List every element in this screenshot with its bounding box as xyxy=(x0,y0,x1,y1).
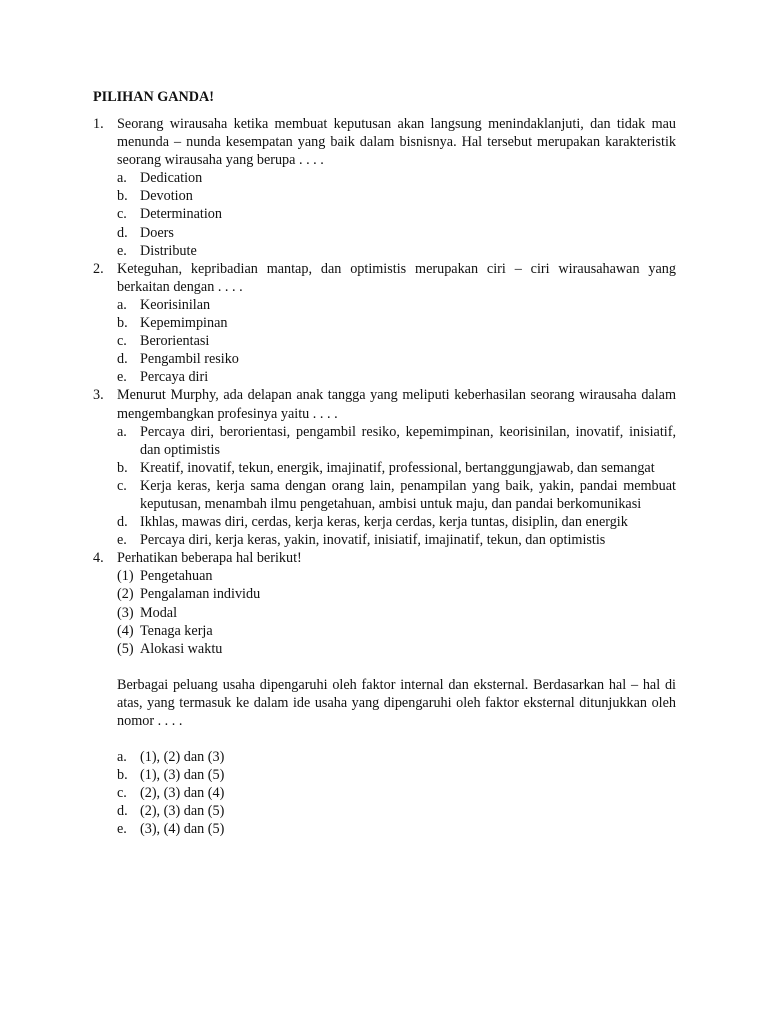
option-text: Determination xyxy=(140,206,222,223)
option-b xyxy=(117,314,676,332)
option-text: (1), (3) dan (5) xyxy=(140,767,225,784)
statement-number: (1) xyxy=(117,568,134,585)
question-number: 1. xyxy=(93,116,104,132)
option-e xyxy=(117,368,676,386)
option-letter: c. xyxy=(117,785,127,802)
option-text: Kerja keras, kerja sama dengan orang lain, penampilan yang baik, yakin, pandai membuat keputusan, menambah ilmu pengetahuan, ambisi untuk maju, dan pandai berkomunikasi xyxy=(140,477,676,512)
option-a xyxy=(117,296,676,314)
question-2 xyxy=(93,260,676,387)
question-paragraph: Berbagai peluang usaha dipengaruhi oleh faktor internal dan eksternal. Berdasarkan hal – hal di atas, yang termasuk ke dalam ide usaha yang dipengaruhi oleh faktor eksternal ditunjukkan oleh nomor . . . . xyxy=(117,676,676,729)
option-letter: a. xyxy=(117,749,127,766)
statement-number: (4) xyxy=(117,622,134,639)
option-d xyxy=(117,350,676,368)
statement-text: Modal xyxy=(140,604,178,621)
option-c xyxy=(117,332,676,350)
option-list xyxy=(117,169,676,259)
option-letter: c. xyxy=(117,333,127,350)
option-text: Kreatif, inovatif, tekun, energik, imajinatif, professional, bertanggungjawab, dan semangat xyxy=(140,459,655,476)
option-a xyxy=(117,169,676,187)
option-letter: d. xyxy=(117,224,128,241)
statement-5 xyxy=(117,640,676,658)
option-b xyxy=(117,459,676,477)
option-text: Doers xyxy=(140,224,174,241)
question-text: Menurut Murphy, ada delapan anak tangga yang meliputi keberhasilan seorang wirausaha dalam mengembangkan profesinya yaitu . . . . xyxy=(117,387,676,422)
option-text: Dedication xyxy=(140,170,203,187)
option-text: Kepemimpinan xyxy=(140,315,228,332)
option-text: Percaya diri, berorientasi, pengambil resiko, kepemimpinan, keorisinilan, inovatif, inisiatif, dan optimistis xyxy=(140,423,676,458)
question-text: Seorang wirausaha ketika membuat keputusan akan langsung menindaklanjuti, dan tidak mau menunda – nunda kesempatan yang baik dalam bisnisnya. Hal tersebut merupakan karakteristik seorang wirausaha yang berupa . . . . xyxy=(117,116,676,169)
statement-number: (3) xyxy=(117,604,134,621)
option-c xyxy=(117,477,676,513)
option-text: Percaya diri, kerja keras, yakin, inovatif, inisiatif, imajinatif, tekun, dan optimistis xyxy=(140,532,606,549)
option-letter: a. xyxy=(117,296,127,313)
statement-1 xyxy=(117,567,676,585)
option-letter: c. xyxy=(117,477,127,494)
option-letter: a. xyxy=(117,170,127,187)
option-a xyxy=(117,748,676,766)
statement-text: Tenaga kerja xyxy=(140,622,213,639)
question-text: Keteguhan, kepribadian mantap, dan optimistis merupakan ciri – ciri wirausahawan yang berkaitan dengan . . . . xyxy=(117,260,676,295)
question-list xyxy=(93,115,676,839)
option-text: (2), (3) dan (4) xyxy=(140,785,225,802)
question-3 xyxy=(93,386,676,549)
option-list xyxy=(117,296,676,386)
statement-text: Pengetahuan xyxy=(140,568,213,585)
option-letter: e. xyxy=(117,821,127,838)
option-letter: b. xyxy=(117,188,128,205)
question-text: Perhatikan beberapa hal berikut! xyxy=(117,550,302,567)
option-letter: a. xyxy=(117,423,127,440)
question-1 xyxy=(93,115,676,260)
option-letter: e. xyxy=(117,369,127,386)
option-text: (1), (2) dan (3) xyxy=(140,749,225,766)
option-text: (3), (4) dan (5) xyxy=(140,821,225,838)
option-b xyxy=(117,766,676,784)
option-letter: b. xyxy=(117,459,128,476)
option-text: Ikhlas, mawas diri, cerdas, kerja keras, kerja cerdas, kerja tuntas, disiplin, dan energik xyxy=(140,514,628,531)
question-number: 4. xyxy=(93,550,104,567)
statement-text: Alokasi waktu xyxy=(140,640,223,657)
statement-number: (2) xyxy=(117,586,134,603)
question-4 xyxy=(93,549,676,838)
option-letter: d. xyxy=(117,514,128,531)
option-letter: e. xyxy=(117,242,127,259)
option-e xyxy=(117,531,676,549)
question-number: 3. xyxy=(93,387,104,404)
option-text: Pengambil resiko xyxy=(140,351,239,368)
section-heading: PILIHAN GANDA! xyxy=(93,89,214,105)
option-d xyxy=(117,224,676,242)
option-text: Devotion xyxy=(140,188,193,205)
option-b xyxy=(117,187,676,205)
option-text: Distribute xyxy=(140,242,197,259)
option-e xyxy=(117,242,676,260)
option-text: Keorisinilan xyxy=(140,296,211,313)
option-text: (2), (3) dan (5) xyxy=(140,803,225,820)
option-list xyxy=(117,423,676,550)
option-letter: e. xyxy=(117,532,127,549)
option-letter: b. xyxy=(117,767,128,784)
option-letter: b. xyxy=(117,315,128,332)
option-c xyxy=(117,784,676,802)
spacer xyxy=(117,730,676,748)
statement-2 xyxy=(117,585,676,603)
option-text: Percaya diri xyxy=(140,369,209,386)
statement-3 xyxy=(117,604,676,622)
statement-text: Pengalaman individu xyxy=(140,586,261,603)
option-list xyxy=(117,748,676,838)
option-d xyxy=(117,513,676,531)
option-letter: d. xyxy=(117,803,128,820)
option-e xyxy=(117,820,676,838)
option-text: Berorientasi xyxy=(140,333,210,350)
option-c xyxy=(117,205,676,223)
option-a xyxy=(117,423,676,459)
question-number: 2. xyxy=(93,260,104,277)
statement-number: (5) xyxy=(117,640,134,657)
option-letter: d. xyxy=(117,351,128,368)
statement-4 xyxy=(117,622,676,640)
option-d xyxy=(117,802,676,820)
statement-list xyxy=(117,567,676,657)
option-letter: c. xyxy=(117,206,127,223)
